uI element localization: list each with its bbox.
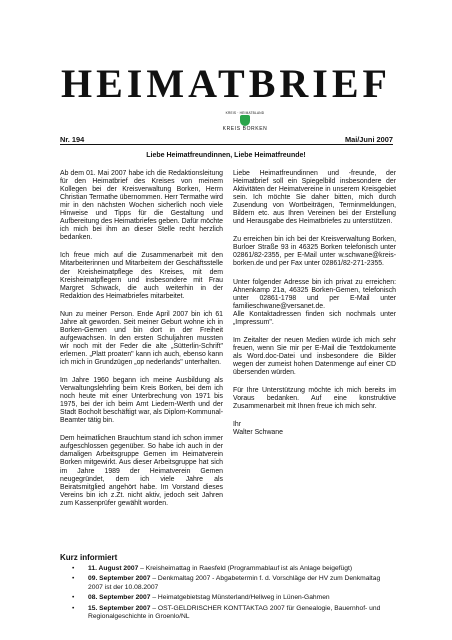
bullet-icon: •: [72, 604, 75, 612]
event-text: – Denkmaltag 2007 - Abgabetermin f. d. Vorschläge der HV zum Denkmaltag 2007 ist der 10.08.2007: [88, 575, 381, 591]
logo-mark-icon: [240, 115, 250, 126]
right-paragraph: Im Zeitalter der neuen Medien würde ich mich sehr freuen, wenn Sie mir per E-Mail die Textdokumente als Word.doc-Datei und insbesondere die Bilder wegen der zumeist hohen Datenmenge auf einer CD übersenden würden.: [233, 336, 396, 376]
logo-top-text: KREIS · HEIMATBLAND: [225, 111, 265, 115]
left-paragraph: Dem heimatlichen Brauchtum stand ich schon immer aufgeschlossen gegenüber. So habe ich auch in der damaligen Arbeitsgruppe Gemen im Heimatverein Borken mitgewirkt. Aus dieser Arbeitsgruppe hat sich im Jahre 1989 der Heimatverein Gemen neugegründet, dem ich viele Jahre als Beiratsmitglied angehört habe. Im Vorstand dieses Vereins bin ich z.Zt. nicht aktiv, jedoch seit Jahren zum Kassenprüfer gewählt worden.: [60, 435, 223, 507]
event-item: [60, 565, 395, 573]
event-item: [60, 594, 395, 602]
right-paragraph: Liebe Heimatfreundinnen und -freunde, der Heimatbrief soll ein Spiegelbild insbesondere der Aktivitäten der Heimatvereine in unserem Kreisgebiet sein. Ich möchte Sie daher bitten, mich durch Zusendung von Wortbeiträgen, Terminmeldungen, Bildern etc. aus Ihren Vereinen bei der Erstellung und Herausgabe des Heimatbriefes zu unterstützen.: [233, 170, 396, 226]
left-paragraph: Ab dem 01. Mai 2007 habe ich die Redaktionsleitung für den Heimatbrief des Kreises von meinem Kollegen bei der Kreisverwaltung Borken, Herrn Christian Termathe übernommen. Herr Termathe wird mir in den nächsten Wochen sicherlich noch viele Hinweise und Tipps für die Gestaltung und Aufbereitung des Heimatbriefes geben. Dafür möchte ich mich bei ihm an dieser Stelle recht herzlich bedanken.: [60, 170, 223, 242]
bullet-icon: •: [72, 575, 75, 583]
kurz-informiert-list: [60, 565, 395, 624]
issue-date: Mai/Juni 2007: [344, 135, 393, 144]
masthead-title: HEIMATBRIEF: [61, 61, 391, 106]
right-paragraph: Unter folgender Adresse bin ich privat zu erreichen: Ahnenkamp 21a, 46325 Borken-Gemen, telefonisch unter 02861-1798 und per E-Mail unter familieschwane@versanet.de.: [233, 278, 396, 310]
event-text: – OST-GELDRISCHER KONTTAKTAG 2007 für Genealogie, Bauernhof- und Regionalgeschichte in Groenlo/NL: [88, 604, 381, 621]
logo-wordmark: KREIS BORKEN: [222, 126, 268, 132]
left-paragraph: Nun zu meiner Person. Ende April 2007 bin ich 61 Jahre alt geworden. Seit meiner Geburt wohne ich in Borken-Gemen und bin dort in der Freiheit aufgewachsen. In den ersten Schuljahren mussten wir noch mit der Feder die alte „Sütterlin-Schrift" erlernen. „Platt proaten" kann ich auch, ebenso kann ich mich in Grundzügen „op nederlands" unterhalten.: [60, 310, 223, 366]
event-item: [60, 605, 395, 622]
event-text: – Kreisheimattag in Raesfeld (Programmablauf ist als Anlage beigefügt): [138, 565, 353, 572]
right-paragraph: Alle Kontaktadressen finden sich nochmals unter „Impressum".: [233, 310, 396, 326]
left-column: [60, 170, 223, 508]
event-date: 15. September 2007: [88, 604, 151, 612]
issue-number: Nr. 194: [60, 135, 85, 144]
event-date: 09. September 2007: [88, 575, 151, 583]
event-item: [60, 575, 395, 592]
right-paragraph: Zu erreichen bin ich bei der Kreisverwaltung Borken, Burloer Straße 93 in 46325 Borken telefonisch unter 02861/82-2355, per E-Mail unter w.schwane@kreis-borken.de und per Fax unter 02861/82-271-2355.: [233, 236, 396, 268]
left-paragraph: Im Jahre 1960 begann ich meine Ausbildung als Verwaltungslehrling beim Kreis Borken, bei dem ich noch heute mit einer Unterbrechung von 1971 bis 1975, bei der ich beim Amt Liedern-Werth und der Stadt Bocholt beschäftigt war, als Diplom-Kommunal-Beamter tätig bin.: [60, 377, 223, 425]
bullet-icon: •: [72, 594, 75, 602]
greeting-heading: Liebe Heimatfreundinnen, Liebe Heimatfreunde!: [146, 152, 306, 159]
right-paragraph: Für Ihre Unterstützung möchte ich mich bereits im Voraus bedanken. Auf eine konstruktive Zusammenarbeit mit Ihnen freue ich mich sehr.: [233, 387, 396, 411]
header-rule: [60, 144, 393, 145]
right-column: [233, 170, 396, 437]
kreis-borken-logo: [213, 111, 277, 136]
event-date: 08. September 2007: [88, 594, 151, 602]
event-text: – Heimatgebietstag Münsterland/Hellweg in Lünen-Gahmen: [150, 594, 330, 602]
kurz-informiert-heading: Kurz informiert: [60, 553, 118, 562]
closing-salutation: Ihr: [233, 421, 242, 429]
signature-name: Walter Schwane: [233, 429, 283, 437]
event-date: 11. August 2007: [88, 565, 139, 572]
left-paragraph: Ich freue mich auf die Zusammenarbeit mit den Mitarbeiterinnen und Mitarbeitern der Geschäftsstelle der Kreisheimatpflege des Kreises, mit dem Kreisheimatpflegern und insbesondere mit Frau Margret Schwack, die auch weiterhin in der Redaktion des Heimatbriefes mitarbeitet.: [60, 252, 223, 300]
bullet-icon: •: [72, 565, 75, 572]
